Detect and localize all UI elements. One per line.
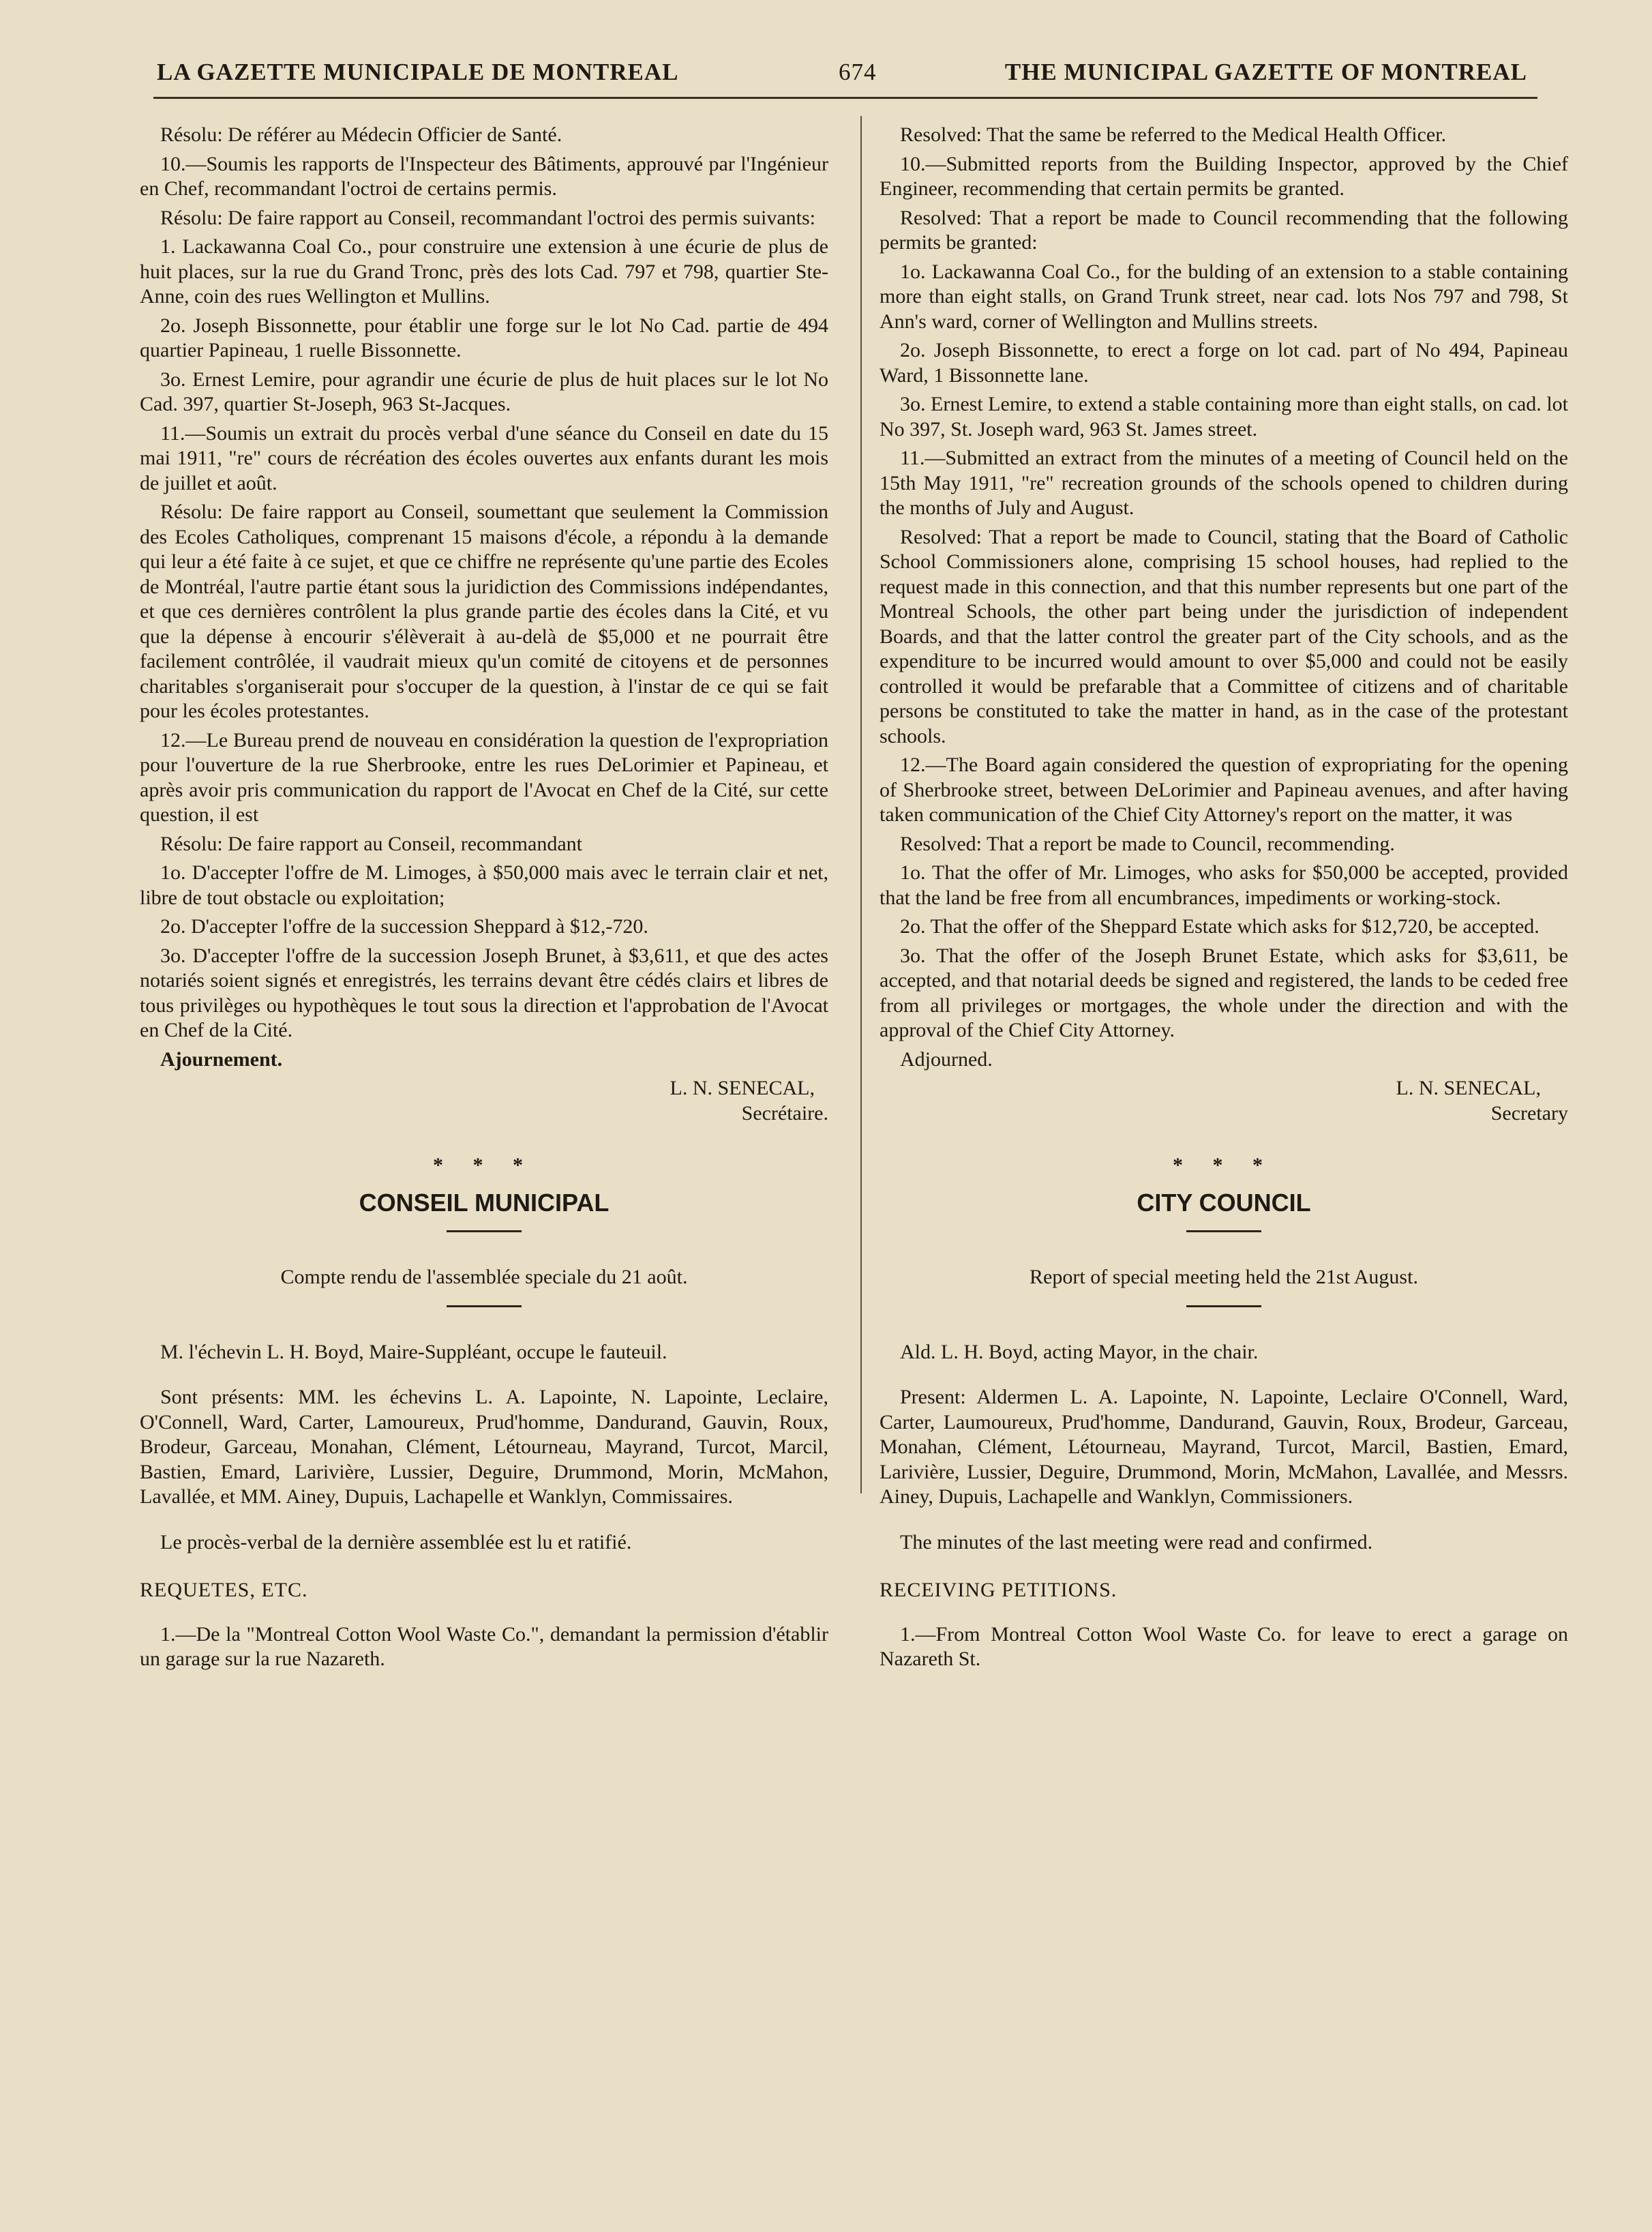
paragraph: 2o. Joseph Bissonnette, to erect a forge on lot cad. part of No 494, Papineau Ward, 1 Bissonnette lane. (880, 339, 1568, 387)
header-english-title: THE MUNICIPAL GAZETTE OF MONTREAL (1004, 59, 1527, 85)
paragraph: Ald. L. H. Boyd, acting Mayor, in the chair. (900, 1340, 1259, 1363)
paragraph: The minutes of the last meeting were read and confirmed. (900, 1530, 1373, 1553)
paragraph: 1.—From Montreal Cotton Wool Waste Co. for leave to erect a garage on Nazareth St. (880, 1622, 1568, 1670)
paragraph: Resolved: That a report be made to Council recommending that the following permits be granted: (880, 206, 1568, 254)
paragraph: 1.—De la "Montreal Cotton Wool Waste Co.", demandant la permission d'établir un garage sur la rue Nazareth. (140, 1622, 828, 1670)
page-header (157, 49, 1527, 97)
paragraph: 2o. D'accepter l'offre de la succession Sheppard à $12,-720. (160, 915, 648, 938)
header-rule (153, 97, 1537, 99)
paragraph: 2o. Joseph Bissonnette, pour établir une forge sur le lot No Cad. partie de 494 quartier Papineau, 1 ruelle Bissonnette. (140, 314, 828, 361)
paragraph: 1o. Lackawanna Coal Co., for the bulding of an extension to a stable containing more than eight stalls, on Grand Trunk street, near cad. lots Nos 797 and 798, St Ann's ward, corner of Wellington and Mullins streets. (880, 260, 1568, 333)
english-column (880, 123, 1568, 1676)
paragraph: Present: Aldermen L. A. Lapointe, N. Lapointe, Leclaire O'Connell, Ward, Carter, Laumoureux, Prud'homme, Dandurand, Gauvin, Roux, Brodeur, Garceau, Monahan, Clément, Létourneau, Mayrand, Turcot, Marcil, Bastien, Emard, Larivière, Lussier, Deguire, Drummond, Morin, McMahon, Lavallée, and Messrs. Ainey, Dupuis, Lachapelle and Wanklyn, Commissioners. (880, 1386, 1568, 1508)
paragraph: 12.—The Board again considered the question of expropriating for the opening of Sherbrooke street, between DeLorimier and Papineau avenues, and after having taken communication of the Chief City Attorney's report on the matter, it was (880, 754, 1568, 826)
paragraph: 2o. That the offer of the Sheppard Estate which asks for $12,720, be accepted. (900, 915, 1540, 938)
column-divider (860, 116, 862, 1493)
signature-title: Secrétaire. (741, 1101, 828, 1125)
paragraph: 11.—Soumis un extrait du procès verbal d'une séance du Conseil en date du 15 mai 1911, "re" cours de récréation des écoles ouvertes aux enfants durant les mois de juillet et août. (140, 421, 828, 494)
paragraph: Résolu: De faire rapport au Conseil, recommandant l'octroi des permis suivants: (160, 206, 815, 229)
short-rule (1186, 1305, 1261, 1307)
short-rule (447, 1230, 522, 1232)
paragraph: 10.—Submitted reports from the Building Inspector, approved by the Chief Engineer, recommending that certain permits be granted. (880, 152, 1568, 200)
paragraph: 1. Lackawanna Coal Co., pour construire une extension à une écurie de plus de huit places, sur la rue du Grand Tronc, près des lots Cad. 797 et 798, quartier Ste-Anne, coin des rues Wellington et Mullins. (140, 235, 828, 308)
paragraph: 3o. D'accepter l'offre de la succession Joseph Brunet, à $3,611, et que des actes notariés soient signés et enregistrés, les terrains devant être cédés clairs et libres de tous privilèges ou hypothèques le tout sous la direction et l'approbation de l'Avocat en Chef de la Cité. (140, 944, 828, 1041)
paragraph: 11.—Submitted an extract from the minutes of a meeting of Council held on the 15th May 1911, "re" recreation grounds of the schools opened to children during the months of July and August. (880, 447, 1568, 519)
signature-name: L. N. SENECAL, (1396, 1077, 1541, 1099)
paragraph: 10.—Soumis les rapports de l'Inspecteur des Bâtiments, approuvé par l'Ingénieur en Chef, recommandant l'octroi de certains permis. (140, 152, 828, 200)
subsection-heading: RECEIVING PETITIONS. (880, 1579, 1117, 1601)
adjournment: Adjourned. (900, 1047, 993, 1071)
paragraph: 1o. D'accepter l'offre de M. Limoges, à $50,000 mais avec le terrain clair et net, libre de tout obstacle ou exploitation; (140, 861, 828, 909)
paragraph: 3o. That the offer of the Joseph Brunet Estate, which asks for $3,611, be accepted, and that notarial deeds be signed and registered, the lands to be ceded free from all privileges or mortgages, the whole under the direction and with the approval of the Chief City Attorney. (880, 944, 1568, 1041)
section-title: CITY COUNCIL (1137, 1188, 1311, 1217)
short-rule (447, 1305, 522, 1307)
signature-name: L. N. SENECAL, (670, 1077, 815, 1099)
section-subtitle: Report of special meeting held the 21st August. (1030, 1266, 1418, 1288)
paragraph: Résolu: De faire rapport au Conseil, recommandant (160, 832, 582, 855)
section-separator: * * * (433, 1154, 535, 1176)
section-title: CONSEIL MUNICIPAL (359, 1188, 610, 1217)
paragraph: Résolu: De faire rapport au Conseil, soumettant que seulement la Commission des Ecoles Catholiques, comprenant 15 maisons d'école, a répondu à la demande qui leur a été faite à ce sujet, et que ce chiffre ne représente qu'une partie des Ecoles de Montréal, l'autre partie étant sous la juridiction des Commissions indépendantes, et que ces dernières contrôlent la plus grande partie des écoles dans la Cité, et vu que la dépense à encourir s'élèverait à au-delà de $5,000 et ne pourrait être facilement contrôlée, il vaudrait mieux qu'un comité de citoyens et de personnes charitables s'organiserait pour s'occuper de la question, à l'instar de ce qui se fait pour les écoles protestantes. (140, 501, 828, 722)
section-subtitle: Compte rendu de l'assemblée speciale du 21 août. (280, 1266, 688, 1288)
paragraph: 12.—Le Bureau prend de nouveau en considération la question de l'expropriation pour l'ouverture de la rue Sherbrooke, entre les rues DeLorimier et Papineau, et après avoir pris communication du rapport de l'Avocat en Chef de la Cité, sur cette question, il est (140, 728, 828, 826)
paragraph: 3o. Ernest Lemire, pour agrandir une écurie de plus de huit places sur le lot No Cad. 397, quartier St-Joseph, 963 St-Jacques. (140, 368, 828, 415)
subsection-heading: REQUETES, ETC. (140, 1579, 308, 1601)
paragraph: Resolved: That a report be made to Council, recommending. (900, 832, 1395, 855)
paragraph: Resolved: That the same be referred to the Medical Health Officer. (900, 123, 1447, 146)
paragraph: Le procès-verbal de la dernière assemblée est lu et ratifié. (160, 1530, 632, 1553)
paragraph: Résolu: De référer au Médecin Officier de Santé. (160, 123, 562, 146)
section-separator: * * * (1173, 1154, 1275, 1176)
short-rule (1186, 1230, 1261, 1232)
signature-title: Secretary (1490, 1101, 1568, 1125)
paragraph: M. l'échevin L. H. Boyd, Maire-Suppléant, occupe le fauteuil. (160, 1340, 667, 1363)
paragraph: 3o. Ernest Lemire, to extend a stable containing more than eight stalls, on cad. lot No 397, St. Joseph ward, 963 St. James street. (880, 393, 1568, 441)
french-column (140, 123, 828, 1676)
paragraph: 1o. That the offer of Mr. Limoges, who asks for $50,000 be accepted, provided that the land be free from all encumbrances, impediments or working-stock. (880, 861, 1568, 909)
adjournment: Ajournement. (160, 1047, 283, 1071)
page-number: 674 (839, 59, 877, 85)
paragraph: Sont présents: MM. les échevins L. A. Lapointe, N. Lapointe, Leclaire, O'Connell, Ward, Carter, Lamoureux, Prud'homme, Dandurand, Gauvin, Roux, Brodeur, Garceau, Monahan, Clément, Létourneau, Mayrand, Turcot, Marcil, Bastien, Emard, Larivière, Lussier, Deguire, Drummond, Morin, McMahon, Lavallée, et MM. Ainey, Dupuis, Lachapelle et Wanklyn, Commissaires. (140, 1386, 828, 1508)
header-french-title: LA GAZETTE MUNICIPALE DE MONTREAL (157, 59, 679, 85)
paragraph: Resolved: That a report be made to Council, stating that the Board of Catholic School Commissioners alone, comprising 15 school houses, had replied to the request made in this connection, and that this number represents but one part of the Montreal Schools, the other part being under the jurisdiction of independent Boards, and that the latter control the greater part of the City schools, and as the expenditure to be incurred would amount to over $5,000 and could not be easily controlled it would be prefarable that a Committee of citizens and of charitable persons be constituted to take the matter in hand, as in the case of the protestant schools. (880, 525, 1568, 747)
